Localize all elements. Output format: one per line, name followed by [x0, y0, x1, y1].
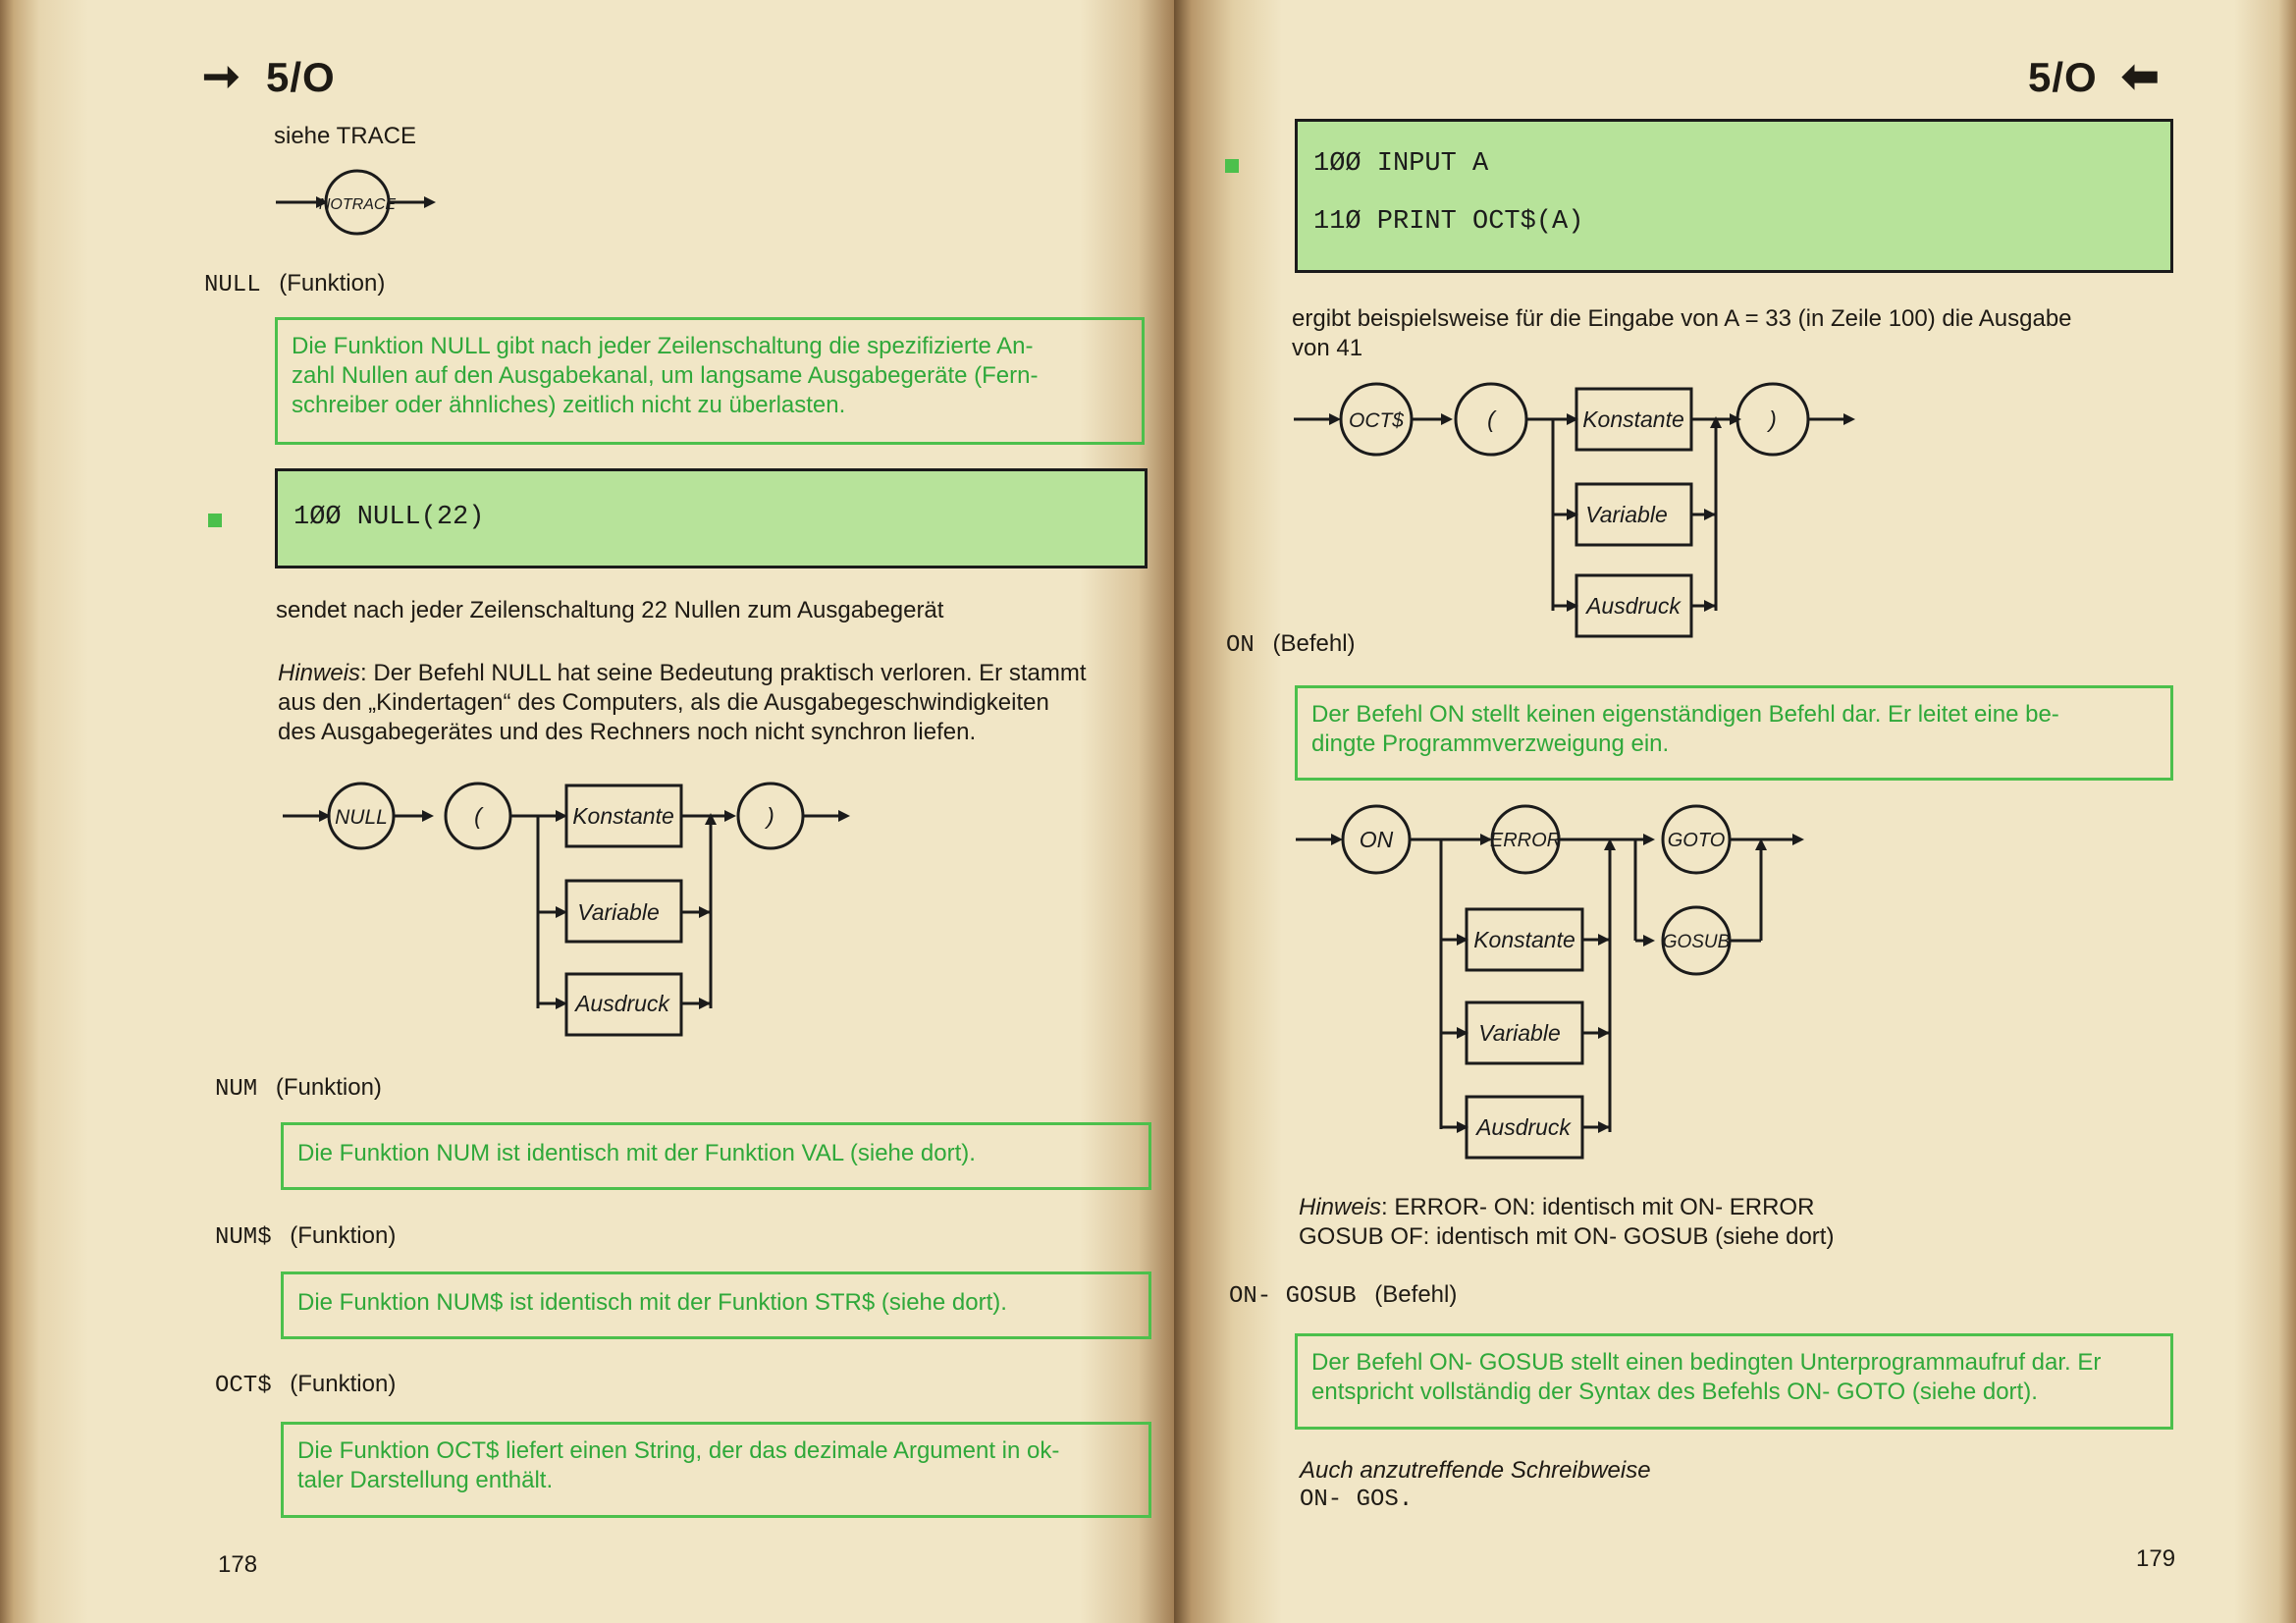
- octs-description-box: [281, 1422, 1151, 1518]
- hinweis-line: GOSUB OF: identisch mit ON- GOSUB (siehe dort): [1299, 1223, 1835, 1250]
- null-start-label: NULL: [335, 806, 388, 829]
- ongosub-type: (Befehl): [1374, 1281, 1458, 1308]
- octs-heading: [215, 1370, 396, 1401]
- right-page: [1174, 0, 2296, 1623]
- octs-type: (Funktion): [290, 1371, 397, 1397]
- oct-close-paren: ): [1769, 406, 1777, 432]
- on-error-label: ERROR: [1489, 830, 1562, 851]
- nums-box-line: Die Funktion NUM$ ist identisch mit der Funktion STR$ (siehe dort).: [297, 1289, 1007, 1316]
- ongosub-description-box: [1295, 1333, 2173, 1430]
- ongosub-box-line: entspricht vollständig der Syntax des Befehls ON- GOTO (siehe dort).: [1311, 1379, 2038, 1405]
- oct-opt-ausdruck: Ausdruck: [1586, 593, 1681, 619]
- arrow-left-icon: ⬅: [2121, 50, 2160, 101]
- num-heading: [215, 1073, 382, 1105]
- on-gosub-label: GOSUB: [1662, 932, 1731, 952]
- left-page-number: 178: [218, 1551, 258, 1578]
- hinweis-line: : Der Befehl NULL hat seine Bedeutung praktisch verloren. Er stammt: [360, 660, 1087, 686]
- octs-box-line: Die Funktion OCT$ liefert einen String, der das dezimale Argument in ok-: [297, 1437, 1060, 1464]
- nums-heading: [215, 1221, 396, 1253]
- null-opt-konstante: Konstante: [572, 803, 674, 829]
- oct-code-line: 1ØØ INPUT A: [1313, 149, 1489, 179]
- null-type: (Funktion): [279, 270, 386, 297]
- null-opt-ausdruck: Ausdruck: [575, 991, 669, 1016]
- on-opt-ausdruck: Ausdruck: [1476, 1114, 1571, 1140]
- octs-keyword: OCT$: [215, 1373, 272, 1399]
- null-box-line: zahl Nullen auf den Ausgabekanal, um langsame Ausgabegeräte (Fern-: [292, 362, 1039, 389]
- null-result-text: sendet nach jeder Zeilenschaltung 22 Nullen zum Ausgabegerät: [276, 597, 944, 623]
- notrace-label: NOTRACE: [318, 196, 397, 213]
- on-start-label: ON: [1359, 827, 1394, 852]
- alternate-spelling-label: Auch anzutreffende Schreibweise: [1300, 1457, 1651, 1484]
- oct-opt-konstante: Konstante: [1582, 406, 1684, 432]
- arrow-right-icon: ➞: [202, 50, 240, 101]
- ongosub-box-line: Der Befehl ON- GOSUB stellt einen bedingten Unterprogrammaufruf dar. Er: [1311, 1349, 2102, 1376]
- hinweis-label: Hinweis: [1299, 1194, 1382, 1220]
- nums-type: (Funktion): [290, 1222, 397, 1249]
- oct-result-line: ergibt beispielsweise für die Eingabe von A = 33 (in Zeile 100) die Ausgabe: [1292, 305, 2072, 332]
- null-box-line: Die Funktion NULL gibt nach jeder Zeilenschaltung die spezifizierte An-: [292, 333, 1034, 359]
- octs-box-line: taler Darstellung enthält.: [297, 1467, 554, 1493]
- on-box-line: dingte Programmverzweigung ein.: [1311, 730, 1670, 757]
- alternate-spelling-value: ON- GOS.: [1300, 1487, 1414, 1513]
- num-box-line: Die Funktion NUM ist identisch mit der Funktion VAL (siehe dort).: [297, 1140, 976, 1166]
- see-trace-text: siehe TRACE: [274, 123, 416, 149]
- oct-opt-variable: Variable: [1585, 502, 1668, 527]
- on-box-line: Der Befehl ON stellt keinen eigenständigen Befehl dar. Er leitet eine be-: [1311, 701, 2059, 728]
- ongosub-keyword: ON- GOSUB: [1229, 1283, 1357, 1310]
- null-box-line: schreiber oder ähnliches) zeitlich nicht zu überlasten.: [292, 392, 846, 418]
- oct-start-label: OCT$: [1348, 409, 1405, 432]
- oct-result-line: von 41: [1292, 335, 1363, 361]
- null-open-paren: (: [474, 803, 482, 829]
- null-opt-variable: Variable: [577, 899, 660, 925]
- left-header-title: 5/O: [266, 54, 336, 100]
- on-opt-variable: Variable: [1478, 1020, 1561, 1046]
- ongosub-heading: [1229, 1280, 1457, 1312]
- null-close-paren: ): [767, 803, 774, 829]
- hinweis-line: des Ausgabegerätes und des Rechners noch nicht synchron liefen.: [278, 719, 977, 745]
- on-hinweis: [1299, 1193, 1834, 1252]
- num-type: (Funktion): [275, 1074, 382, 1101]
- nums-description-box: [281, 1271, 1151, 1339]
- num-keyword: NUM: [215, 1076, 258, 1103]
- on-opt-konstante: Konstante: [1473, 927, 1575, 952]
- on-type: (Befehl): [1272, 630, 1356, 657]
- hinweis-line: : ERROR- ON: identisch mit ON- ERROR: [1381, 1194, 1815, 1220]
- oct-code-line: 11Ø PRINT OCT$(A): [1313, 207, 1584, 237]
- right-page-number: 179: [2136, 1545, 2176, 1572]
- hinweis-line: aus den „Kindertagen“ des Computers, als die Ausgabegeschwindigkeiten: [278, 689, 1049, 716]
- alternate-spelling: [1300, 1456, 1651, 1515]
- right-header-title: 5/O: [2028, 54, 2098, 100]
- on-keyword: ON: [1226, 632, 1255, 659]
- null-code-line: 1ØØ NULL(22): [294, 503, 485, 532]
- oct-open-paren: (: [1487, 406, 1495, 432]
- nums-keyword: NUM$: [215, 1224, 272, 1251]
- num-description-box: [281, 1122, 1151, 1190]
- on-goto-label: GOTO: [1667, 830, 1726, 851]
- hinweis-label: Hinweis: [278, 660, 361, 686]
- null-keyword: NULL: [204, 272, 261, 298]
